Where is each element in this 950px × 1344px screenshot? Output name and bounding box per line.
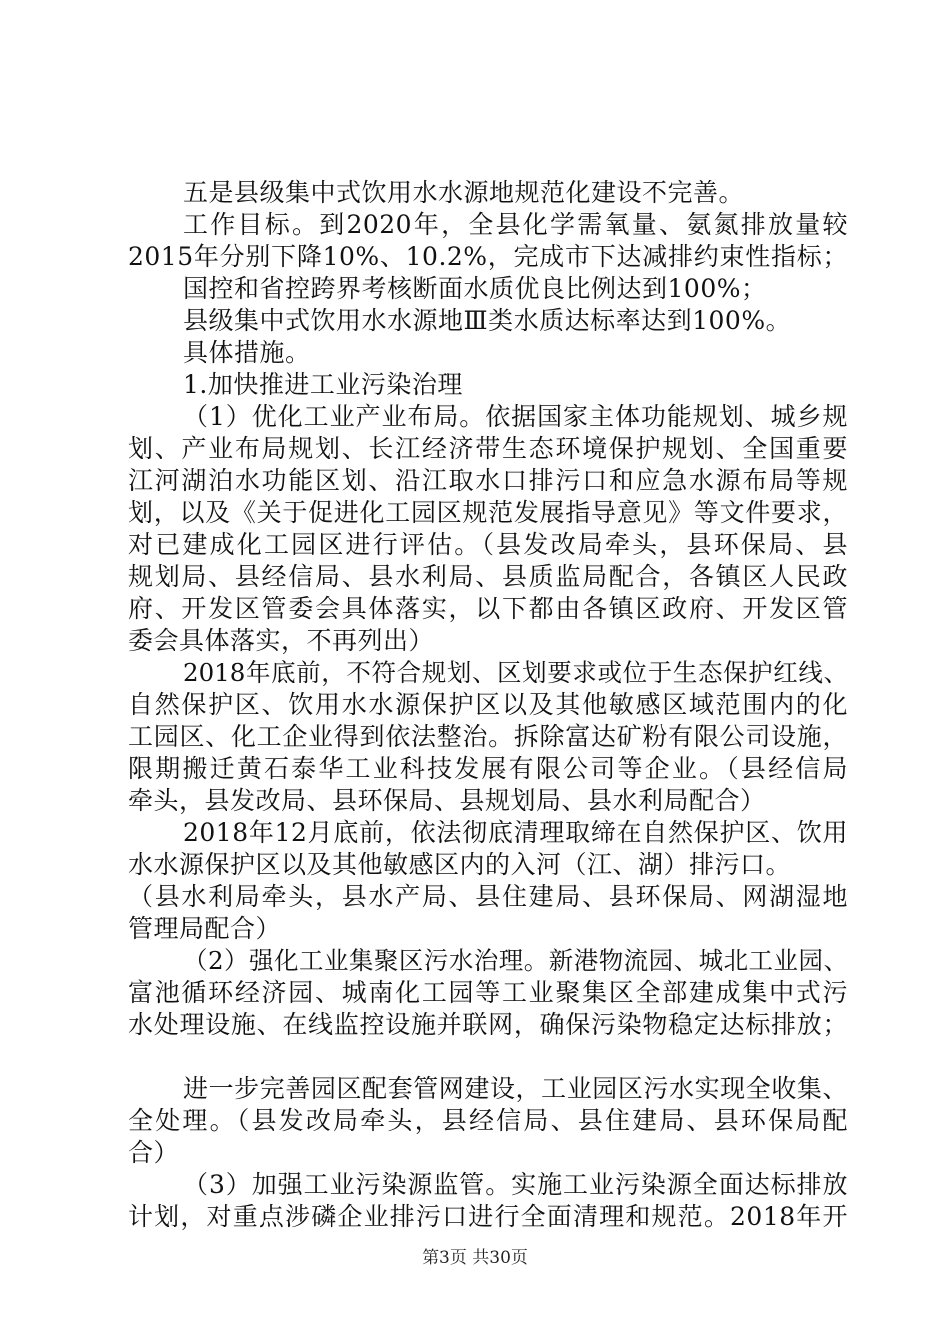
text-line: 划，以及《关于促进化工园区规范发展指导意见》等文件要求，	[128, 498, 848, 527]
text-line: 管理局配合）	[128, 914, 282, 943]
text-line: 2015年分别下降10%、10.2%，完成市下达减排约束性指标；	[128, 242, 848, 271]
section-heading: 1.加快推进工业污染治理	[183, 370, 463, 399]
text-line: 工作目标。到2020年，全县化学需氧量、氨氮排放量较	[183, 210, 848, 239]
text-line: 划、产业布局规划、长江经济带生态环境保护规划、全国重要	[128, 434, 848, 463]
text-line: （1）优化工业产业布局。依据国家主体功能规划、城乡规	[183, 402, 848, 431]
text-line: 限期搬迁黄石泰华工业科技发展有限公司等企业。（县经信局	[128, 754, 848, 783]
text-line: 进一步完善园区配套管网建设，工业园区污水实现全收集、	[183, 1074, 848, 1103]
text-line: 牵头，县发改局、县环保局、县规划局、县水利局配合）	[128, 786, 766, 815]
text-line: （县水利局牵头，县水产局、县住建局、县环保局、网湖湿地	[128, 882, 848, 911]
text-line: 合）	[128, 1138, 180, 1167]
text-line: 水处理设施、在线监控设施并联网，确保污染物稳定达标排放；	[128, 1010, 848, 1039]
text-line: 对已建成化工园区进行评估。（县发改局牵头，县环保局、县	[128, 530, 848, 559]
text-line: 规划局、县经信局、县水利局、县质监局配合，各镇区人民政	[128, 562, 848, 591]
text-line: 委会具体落实，不再列出）	[128, 626, 435, 655]
text-line: 府、开发区管委会具体落实，以下都由各镇区政府、开发区管	[128, 594, 848, 623]
text-line: 2018年12月底前，依法彻底清理取缔在自然保护区、饮用	[183, 818, 848, 847]
text-line: 县级集中式饮用水水源地Ⅲ类水质达标率达到100%。	[183, 306, 792, 335]
text-line: 工园区、化工企业得到依法整治。拆除富达矿粉有限公司设施，	[128, 722, 848, 751]
text-line: 国控和省控跨界考核断面水质优良比例达到100%；	[183, 274, 767, 303]
text-line: 江河湖泊水功能区划、沿江取水口排污口和应急水源布局等规	[128, 466, 848, 495]
text-line: （3）加强工业污染源监管。实施工业污染源全面达标排放	[183, 1170, 848, 1199]
text-line: 自然保护区、饮用水水源保护区以及其他敏感区域范围内的化	[128, 690, 848, 719]
page-number-footer: 第3页 共30页	[422, 1248, 528, 1268]
text-line: 全处理。（县发改局牵头，县经信局、县住建局、县环保局配	[128, 1106, 848, 1135]
text-line: 具体措施。	[183, 338, 311, 367]
text-line: 富池循环经济园、城南化工园等工业聚集区全部建成集中式污	[128, 978, 848, 1007]
text-line: 五是县级集中式饮用水水源地规范化建设不完善。	[183, 178, 745, 207]
text-line: 水水源保护区以及其他敏感区内的入河（江、湖）排污口。	[128, 850, 792, 879]
text-line: 2018年底前，不符合规划、区划要求或位于生态保护红线、	[183, 658, 848, 687]
text-line: 计划，对重点涉磷企业排污口进行全面清理和规范。2018年开	[128, 1202, 848, 1231]
text-line: （2）强化工业集聚区污水治理。新港物流园、城北工业园、	[183, 946, 848, 975]
